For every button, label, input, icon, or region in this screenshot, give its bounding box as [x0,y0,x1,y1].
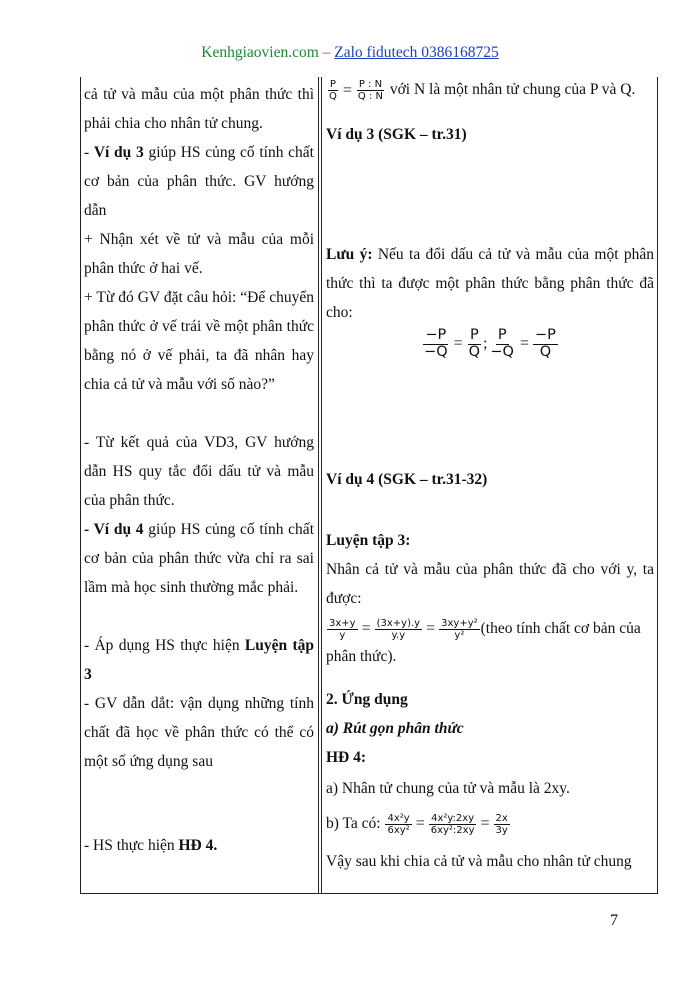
right-sign-formula: $\frac{-P}{-Q}$ = $\frac{P}{Q}$ ; $\frac{P}{-Q}$ = $\frac{-P}{Q}$ [424,327,556,360]
fraction-p-over-q: $\frac{P}{Q}$ [329,79,337,102]
page-header [0,44,700,62]
left-para-practice3: - Áp dụng HS thực hiện Luyện tập 3 [84,637,314,683]
right-formula-rule: $\frac{P}{Q}$ = $\frac{P : N}{Q : N}$ với N là một nhân tử chung của P và Q. [329,79,636,102]
page-number: 7 [610,912,618,929]
right-example4-title: Ví dụ 4 (SGK – tr.31-32) [326,471,488,488]
left-para-sign-rule: - Từ kết quả của VD3, GV hướng dẫn HS quy tắc đổi dấu tử và mẫu của phân thức. [84,434,314,509]
right-example3-title: Ví dụ 3 (SGK – tr.31) [326,126,467,143]
header-zalo-link[interactable]: Zalo fidutech 0386168725 [334,44,499,61]
right-section2a-title: a) Rút gọn phân thức [326,720,464,737]
right-practice3-text: Nhân cả tử và mẫu của phân thức đã cho với y, ta được: [326,561,654,607]
right-hd4-title: HĐ 4: [326,749,367,766]
right-hd4-a: a) Nhân tử chung của tử và mẫu là 2xy. [326,780,570,797]
fraction-pn-over-qn: $\frac{P : N}{Q : N}$ [357,79,383,102]
right-practice3-formula: $\frac{3x+y}{y}$ = $\frac{(3x+y).y}{y.y}$ = $\frac{\text{3xy+y²}}{\text{y²}}$ (theo tính chất cơ bản của phân thức). [326,617,641,666]
right-practice3-title: Luyện tập 3: [326,532,411,549]
left-para-1: cả tử và mẫu của một phân thức thì phải chia cho nhân tử chung. [84,86,314,132]
left-para-example3: - Ví dụ 3 giúp HS củng cố tính chất cơ bản của phân thức. GV hướng dẫn [84,144,314,219]
left-para-example4: - Ví dụ 4 giúp HS củng cố tính chất cơ bản của phân thức vừa chỉ ra sai lầm mà học sinh thường mắc phải. [84,521,314,596]
left-para-question: + Từ đó GV đặt câu hỏi: “Để chuyển phân thức ở vế trái về một phân thức bằng nó ở vế phải, ta đã nhân hay chia cả tử và mẫu với số nào?” [84,289,314,393]
header-site: Kenhgiaovien.com [201,44,319,61]
right-hd4-b: b) Ta có: $\frac{\text{4x²y}}{\text{6xy²}}$ = $\frac{\text{4x²y:2xy}}{\text{6xy²:2xy}}$ = $\frac{2x}{3y}$ [326,812,508,836]
left-para-hd4: - HS thực hiện HĐ 4. [84,837,218,854]
right-section2-title: 2. Ứng dụng [326,691,408,708]
right-hd4-conclusion: Vậy sau khi chia cả tử và mẫu cho nhân tử chung [326,853,632,870]
left-para-observe: + Nhận xét về tử và mẫu của mỗi phân thức ở hai vế. [84,231,314,277]
header-separator: – [318,44,335,61]
left-para-application: - GV dẫn dắt: vận dụng những tính chất đã học về phân thức có thể có một số ứng dụng sau [84,695,314,770]
right-note: Lưu ý: Nếu ta đổi dấu cả tử và mẫu của một phân thức thì ta được một phân thức bằng phân thức đã cho: [326,246,654,321]
